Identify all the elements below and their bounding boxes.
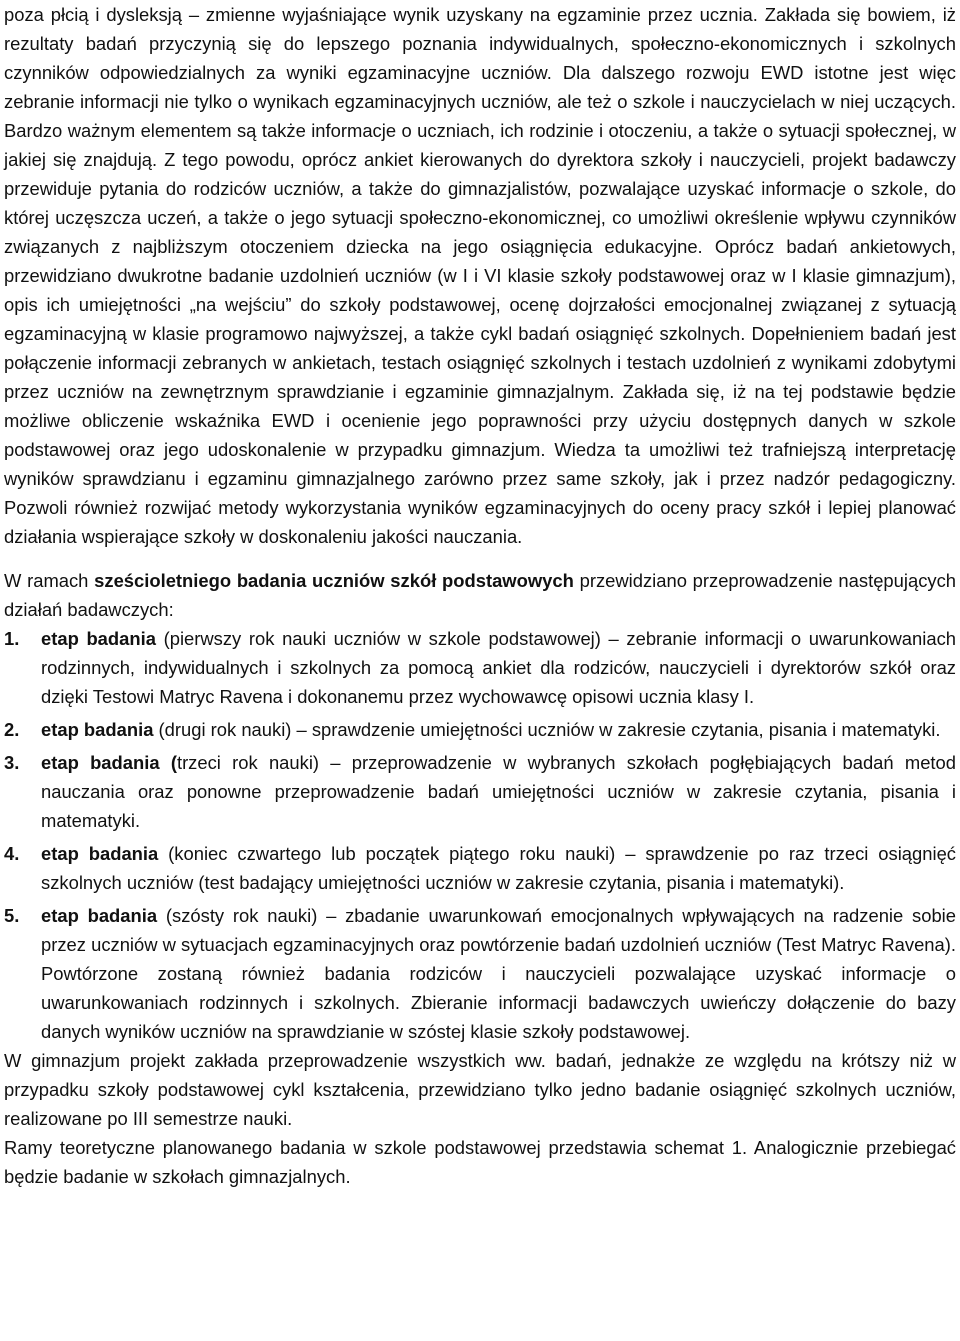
- paragraph-research-plan: [4, 566, 956, 624]
- stage-item-1: [4, 624, 956, 711]
- stages-list: [4, 624, 956, 1046]
- stage-item-3: [4, 748, 956, 835]
- stage-number: 4.: [4, 843, 20, 864]
- stage-item-2: [4, 715, 956, 744]
- paragraph-research-plan-post: przewidziano przeprowadzenie następujących działań badawczych:: [4, 570, 957, 620]
- stage-text: (koniec czwartego lub początek piątego roku nauki) – sprawdzenie po raz trzeci osiągnięć szkolnych uczniów (test badający umiejętności uczniów w zakresie czytania, pisania i matematyki).: [41, 843, 956, 893]
- stage-number: 3.: [4, 752, 20, 773]
- stage-item-5: [4, 901, 956, 1046]
- stage-item-4: [4, 839, 956, 897]
- paragraph-research-plan-pre: W ramach: [4, 570, 95, 591]
- stage-text: (pierwszy rok nauki uczniów w szkole podstawowej) – zebranie informacji o uwarunkowaniach rodzinnych, indywidualnych i szkolnych za pomocą ankiet dla rodziców, nauczycieli i dyrektorów szkół oraz dzięki Testowi Matryc Ravena i dokonanemu przez wychowawcę opisowi ucznia klasy I.: [41, 628, 956, 707]
- stage-body: [41, 624, 956, 711]
- stage-number: 2.: [4, 719, 20, 740]
- stage-number: 5.: [4, 905, 20, 926]
- stage-body: [41, 715, 956, 744]
- stage-label: etap badania: [41, 905, 158, 926]
- stage-label: etap badania: [41, 719, 154, 740]
- stage-text: trzeci rok nauki) – przeprowadzenie w wybranych szkołach pogłębiających badań metod nauczania oraz ponowne przeprowadzenie badań umiejętności uczniów w zakresie czytania, pisania i matematyki.: [41, 752, 956, 831]
- stage-label: etap badania: [41, 843, 159, 864]
- paragraph-framework: Ramy teoretyczne planowanego badania w szkole podstawowej przedstawia schemat 1. Analogicznie przebiegać będzie badanie w szkołach gimnazjalnych.: [4, 1137, 956, 1187]
- stage-body: [41, 839, 956, 897]
- paragraph-research-plan-emphasis: sześcioletniego badania uczniów szkół podstawowych: [94, 570, 574, 591]
- stage-label: etap badania: [41, 628, 156, 649]
- stage-label: etap badania (: [41, 752, 177, 773]
- paragraph-intro: poza płcią i dysleksją – zmienne wyjaśniające wynik uzyskany na egzaminie przez ucznia. Zakłada się bowiem, iż rezultaty badań przyczynią się do lepszego poznania indywidualnych, społeczno-ekonomicznych i szkolnych czynników odpowiedzialnych za wyniki egzaminacyjne uczniów. Dla dalszego rozwoju EWD istotne jest więc zebranie informacji nie tylko o wynikach egzaminacyjnych uczniów, ale też o szkole i nauczycielach w niej uczących. Bardzo ważnym elementem są także informacje o uczniach, ich rodzinie i otoczeniu, a także o sytuacji społecznej, w jakiej się znajdują. Z tego powodu, oprócz ankiet kierowanych do dyrektora szkoły i nauczycieli, projekt badawczy przewiduje pytania do rodziców uczniów, a także do gimnazjalistów, pozwalające uzyskać informacje o szkole, do której uczęszcza uczeń, a także o jego sytuacji społeczno-ekonomicznej, co umożliwi określenie wpływu czynników związanych z najbliższym otoczeniem dziecka na jego osiągnięcia edukacyjne. Oprócz badań ankietowych, przewidziano dwukrotne badanie uzdolnień uczniów (w I i VI klasie szkoły podstawowej oraz w I klasie gimnazjum), opis ich umiejętności „na wejściu” do szkoły podstawowej, ocenę dojrzałości emocjonalnej związanej z sytuacją egzaminacyjną w klasie programowo najwyższej, a także cykl badań osiągnięć szkolnych. Dopełnieniem badań jest połączenie informacji zebranych w ankietach, testach osiągnięć szkolnych i testach uzdolnień z wynikami zdobytymi przez uczniów na zewnętrznym sprawdzianie i egzaminie gimnazjalnym. Zakłada się, iż na tej podstawie będzie możliwe obliczenie wskaźnika EWD i ocenienie jego poprawności przy użyciu dostępnych danych w szkole podstawowej oraz jego udoskonalenie w przypadku gimnazjum. Wiedza ta umożliwi też trafniejszą interpretację wyników sprawdzianu i egzaminu gimnazjalnego zarówno przez same szkoły, jak i przez nadzór pedagogiczny. Pozwoli również rozwijać metody wykorzystania wyników egzaminacyjnych do oceny pracy szkół i lepiej planować działania wspierające szkoły w doskonaleniu jakości nauczania.: [4, 4, 956, 547]
- stage-number: 1.: [4, 628, 20, 649]
- stage-text: (drugi rok nauki) – sprawdzenie umiejętności uczniów w zakresie czytania, pisania i matematyki.: [153, 719, 941, 740]
- stage-body: [41, 748, 956, 835]
- stage-body: [41, 901, 956, 1046]
- stage-text: (szósty rok nauki) – zbadanie uwarunkowań emocjonalnych wpływających na radzenie sobie przez uczniów w sytuacjach egzaminacyjnych oraz powtórzenie badań uzdolnień uczniów (Test Matryc Ravena). Powtórzone zostaną również badania rodziców i nauczycieli pozwalające uzyskać informacje o uwarunkowaniach rodzinnych i szkolnych. Zbieranie informacji badawczych uwieńczy dołączenie do bazy danych wyników uczniów na sprawdzianie w szóstej klasie szkoły podstawowej.: [41, 905, 956, 1042]
- paragraph-gimnazjum: W gimnazjum projekt zakłada przeprowadzenie wszystkich ww. badań, jednakże ze względu na krótszy niż w przypadku szkoły podstawowej cykl kształcenia, przewidziano tylko jedno badanie osiągnięć szkolnych uczniów, realizowane po III semestrze nauki.: [4, 1050, 956, 1129]
